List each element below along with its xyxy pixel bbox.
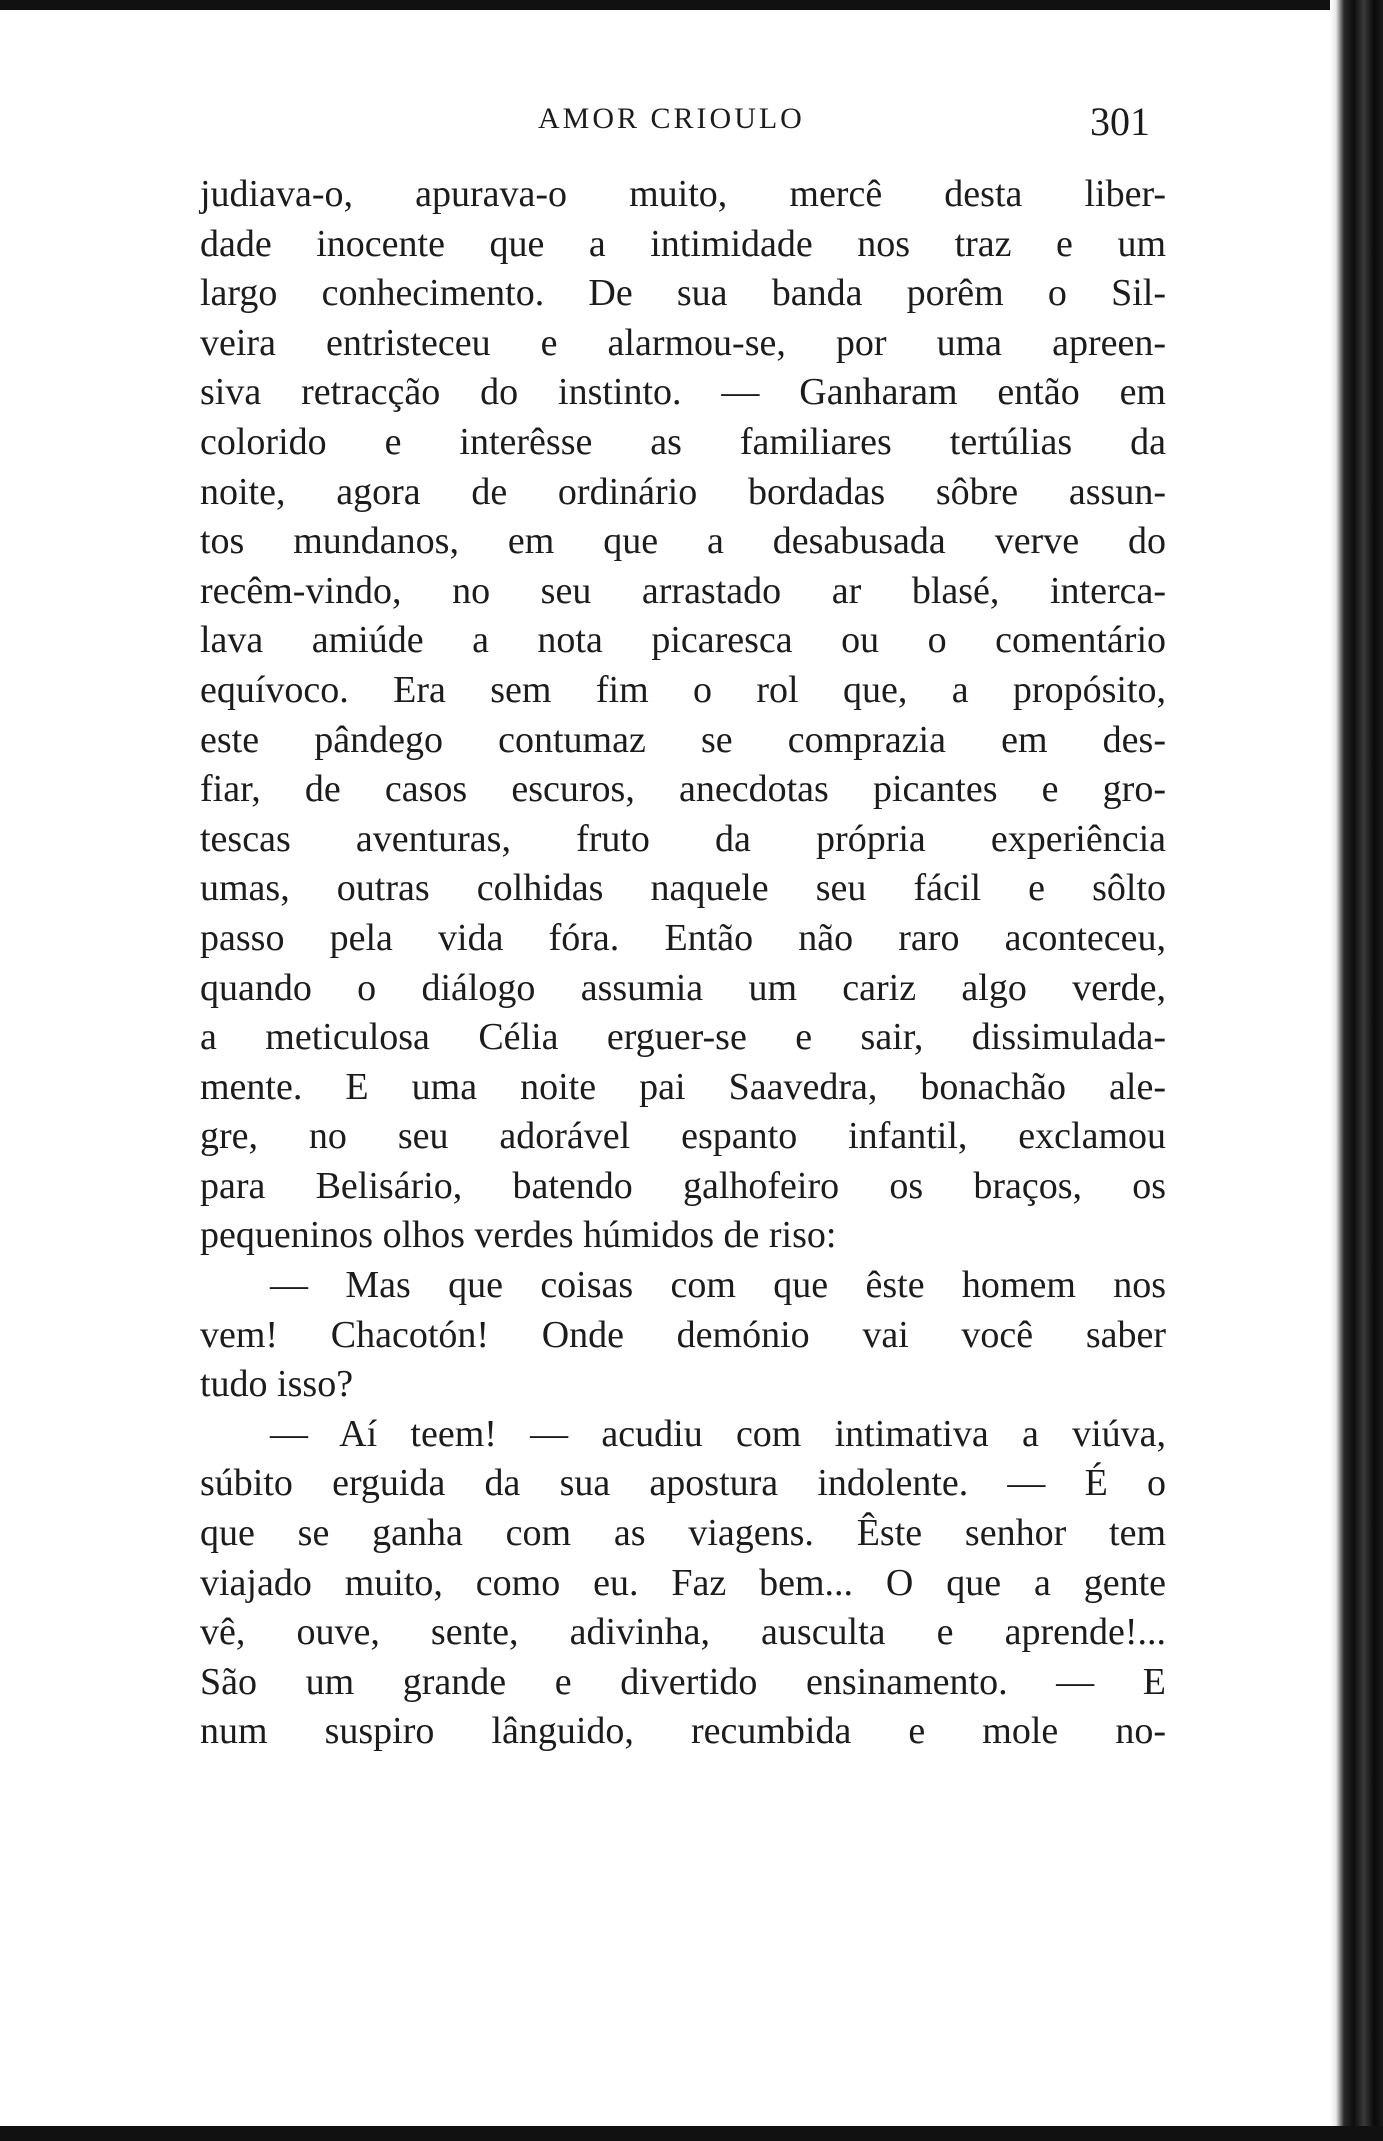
running-head bbox=[0, 98, 1330, 148]
text-line: quando o diálogo assumia um cariz algo verde, bbox=[200, 966, 1166, 1009]
text-line: este pândego contumaz se comprazia em des- bbox=[200, 718, 1166, 761]
text-line: equívoco. Era sem fim o rol que, a propósito, bbox=[200, 668, 1166, 711]
text-line: largo conhecimento. De sua banda porêm o Sil- bbox=[200, 272, 1166, 315]
text-line: tescas aventuras, fruto da própria experiência bbox=[200, 817, 1166, 860]
text-line: vem! Chacotón! Onde demónio vai você saber bbox=[200, 1313, 1166, 1356]
text-line: súbito erguida da sua apostura indolente. — É o bbox=[200, 1462, 1166, 1505]
text-line: tos mundanos, em que a desabusada verve do bbox=[200, 520, 1166, 563]
scan-border-bottom bbox=[0, 2126, 1383, 2141]
dialogue-line: — Mas que coisas com que êste homem nos bbox=[270, 1264, 1166, 1307]
text-line: siva retracção do instinto. — Ganharam então em bbox=[200, 371, 1166, 414]
text-line: passo pela vida fóra. Então não raro aconteceu, bbox=[200, 916, 1166, 959]
text-line: a meticulosa Célia erguer-se e sair, dissimulada- bbox=[200, 1016, 1166, 1059]
book-spine-edge bbox=[1330, 0, 1383, 2141]
text-line: viajado muito, como eu. Faz bem... O que a gente bbox=[200, 1561, 1166, 1604]
text-line: para Belisário, batendo galhofeiro os braços, os bbox=[200, 1164, 1166, 1207]
text-line: noite, agora de ordinário bordadas sôbre assun- bbox=[200, 470, 1166, 513]
text-line: judiava-o, apurava-o muito, mercê desta liber- bbox=[200, 173, 1166, 215]
text-line: recêm-vindo, no seu arrastado ar blasé, interca- bbox=[200, 569, 1166, 612]
text-line: veira entristeceu e alarmou-se, por uma apreen- bbox=[200, 321, 1166, 364]
text-line: fiar, de casos escuros, anecdotas picantes e gro- bbox=[200, 768, 1166, 811]
text-line: lava amiúde a nota picaresca ou o comentário bbox=[200, 619, 1166, 662]
text-line: mente. E uma noite pai Saavedra, bonachão ale- bbox=[200, 1065, 1166, 1108]
text-line: num suspiro lânguido, recumbida e mole no- bbox=[200, 1710, 1166, 1753]
page-number: 301 bbox=[1090, 99, 1150, 144]
text-line: vê, ouve, sente, adivinha, ausculta e aprende!... bbox=[200, 1611, 1166, 1654]
text-line: São um grande e divertido ensinamento. — E bbox=[200, 1660, 1166, 1703]
text-line: gre, no seu adorável espanto infantil, exclamou bbox=[200, 1115, 1166, 1158]
text-line: colorido e interêsse as familiares tertúlias da bbox=[200, 420, 1166, 463]
text-line: tudo isso? bbox=[200, 1363, 354, 1406]
text-line: dade inocente que a intimidade nos traz e um bbox=[200, 222, 1166, 265]
text-line: pequeninos olhos verdes húmidos de riso: bbox=[200, 1214, 837, 1257]
text-line: umas, outras colhidas naquele seu fácil e sôlto bbox=[200, 867, 1166, 910]
running-title: AMOR CRIOULO bbox=[538, 102, 805, 135]
text-line: que se ganha com as viagens. Êste senhor tem bbox=[200, 1512, 1166, 1555]
body-text bbox=[200, 170, 1166, 1757]
dialogue-line: — Aí teem! — acudiu com intimativa a viúva, bbox=[270, 1412, 1166, 1455]
